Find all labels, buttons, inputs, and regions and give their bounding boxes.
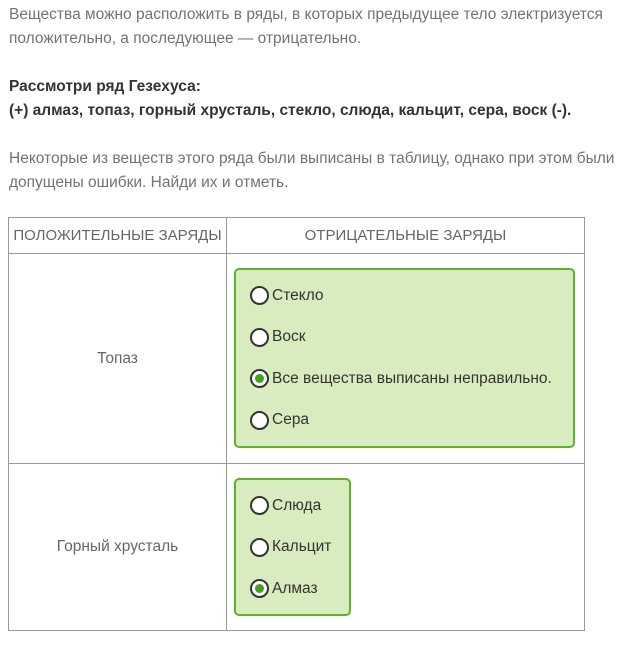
option-steklo[interactable] <box>236 275 573 317</box>
row-label-topaz: Топаз <box>9 254 227 464</box>
option-label: Воск <box>272 328 306 346</box>
options-cell <box>227 464 585 631</box>
radio-button-selected[interactable] <box>250 369 269 388</box>
radio-button[interactable] <box>250 411 269 430</box>
option-label: Алмаз <box>272 579 318 597</box>
radio-button[interactable] <box>250 328 269 347</box>
option-label: Все вещества выписаны неправильно. <box>272 369 552 387</box>
header-negative-charges: ОТРИЦАТЕЛЬНЫЕ ЗАРЯДЫ <box>227 218 585 254</box>
option-label: Стекло <box>272 286 324 304</box>
option-all-wrong[interactable] <box>236 358 573 400</box>
option-label: Сера <box>272 411 310 429</box>
header-positive-charges: ПОЛОЖИТЕЛЬНЫЕ ЗАРЯДЫ <box>9 218 227 254</box>
series-text: (+) алмаз, топаз, горный хрусталь, стекло, слюда, кальцит, сера, воск (-). <box>9 102 572 119</box>
option-vosk[interactable] <box>236 317 573 359</box>
table-row <box>9 464 585 631</box>
options-cell <box>227 254 585 464</box>
intro-line-2: положительно, а последующее — отрицательно. <box>9 30 362 47</box>
answer-table <box>8 217 585 631</box>
option-almaz[interactable] <box>236 568 349 610</box>
option-label: Слюда <box>272 496 322 514</box>
table-row <box>9 254 585 464</box>
option-sluda[interactable] <box>236 485 349 527</box>
radio-button[interactable] <box>250 496 269 515</box>
table-header-row <box>9 218 585 254</box>
radio-button[interactable] <box>250 538 269 557</box>
radio-group-rock-crystal <box>234 478 351 616</box>
radio-button[interactable] <box>250 286 269 305</box>
radio-button-selected[interactable] <box>250 579 269 598</box>
intro-line-1: Вещества можно расположить в ряды, в которых предыдущее тело электризуется <box>9 6 603 23</box>
row-label-rock-crystal: Горный хрусталь <box>9 464 227 631</box>
task-description <box>9 3 631 195</box>
option-sera[interactable] <box>236 400 573 442</box>
task-line-2: допущены ошибки. Найди их и отметь. <box>9 174 289 191</box>
option-label: Кальцит <box>272 538 332 556</box>
radio-group-topaz <box>234 268 575 448</box>
series-heading: Рассмотри ряд Гезехуса: <box>9 78 201 95</box>
task-line-1: Некоторые из веществ этого ряда были выписаны в таблицу, однако при этом были <box>9 150 615 167</box>
option-kaltsit[interactable] <box>236 527 349 569</box>
